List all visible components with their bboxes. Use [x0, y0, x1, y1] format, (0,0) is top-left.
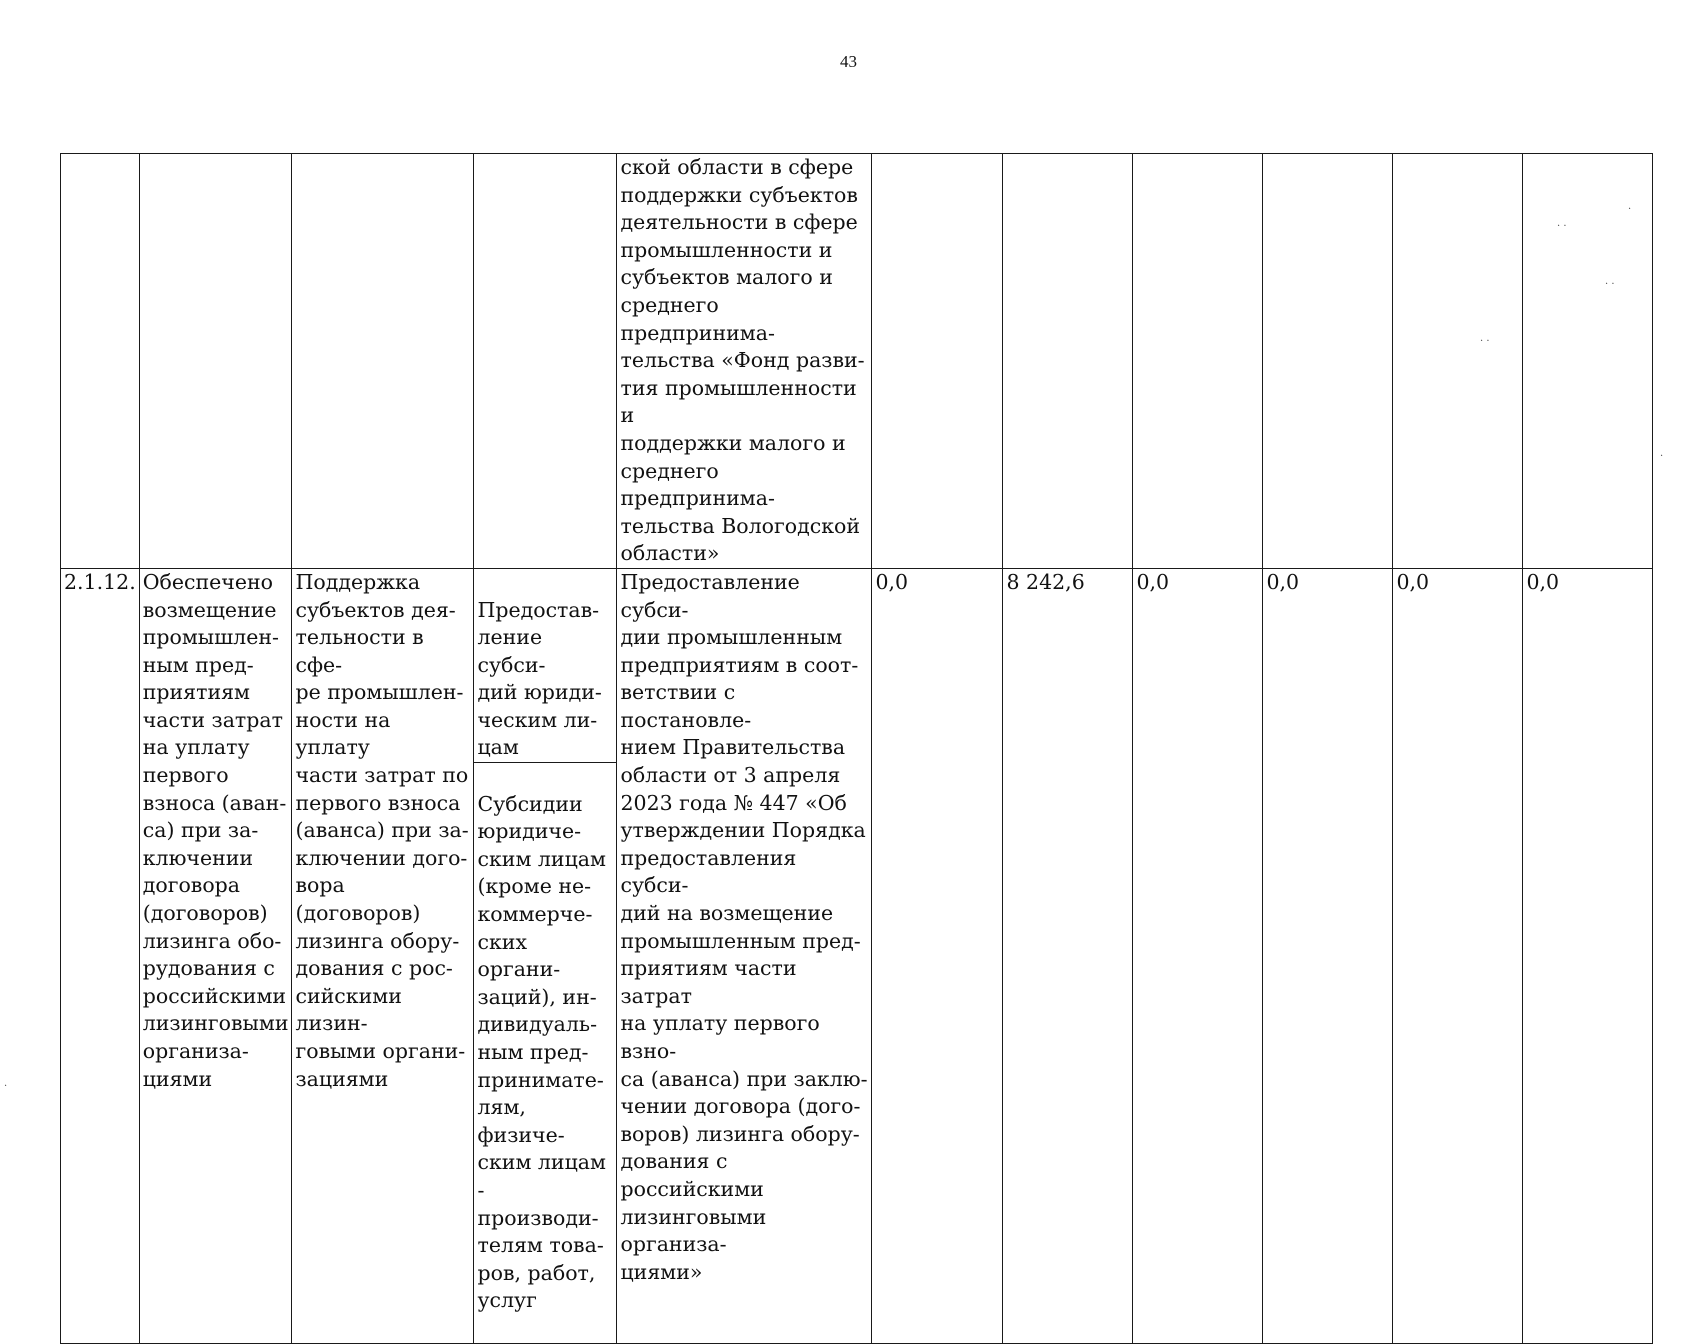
scan-speck: · ·: [1605, 279, 1615, 290]
cell-value-1: 0,0: [872, 568, 1003, 1343]
cell-value-empty: [1393, 154, 1523, 569]
cell-measure-empty: [292, 154, 474, 569]
cell-description: Предоставление субси- дии промышленным предприятиям в соот- ветствии с постановле- нием Правительства области от 3 апреля 2023 года № 447 «Об утверждении Порядка предоставления субси- дий на возмещение промышленным пред- приятиям части затрат на уплату первого взно- са (аванса) при заклю- чении договора (дого- воров) лизинга обору- дования с российскими лизинговыми организа- циями»: [617, 568, 872, 1343]
cell-value-empty: [1263, 154, 1393, 569]
cell-type-2: Субсидии юридиче- ским лицам (кроме не- коммерче- ских органи- заций), ин- дивидуаль- ным пред- принимате- лям, физиче- ским лицам - производи- телям това- ров, работ, услуг: [477, 791, 606, 1313]
cell-type-empty: [474, 154, 617, 569]
scan-speck: · ·: [1480, 336, 1490, 347]
cell-result-empty: [139, 154, 292, 569]
scan-speck: · ·: [1557, 221, 1567, 232]
table-row-continued: [61, 154, 1653, 569]
cell-value-6: 0,0: [1523, 568, 1653, 1343]
program-table: [60, 153, 1653, 1344]
cell-value-empty: [1133, 154, 1263, 569]
cell-result: Обеспечено возмещение промышлен- ным пред- приятиям части затрат на уплату первого взноса (аван- са) при за- ключении договора (договоров) лизинга обо- рудования с российскими лизинговыми организа- циями: [139, 568, 292, 1343]
cell-measure: Поддержка субъектов дея- тельности в сфе- ре промышлен- ности на уплату части затрат по первого взноса (аванса) при за- ключении дого- вора (договоров) лизинга обору- дования с рос- сийскими лизин- говыми органи- зациями: [292, 568, 474, 1343]
cell-value-empty: [1003, 154, 1133, 569]
cell-value-empty: [872, 154, 1003, 569]
cell-value-2: 8 242,6: [1003, 568, 1133, 1343]
cell-value-empty: [1523, 154, 1653, 569]
scan-speck: ·: [1628, 204, 1632, 215]
cell-row-number: 2.1.12.: [61, 568, 140, 1343]
scan-speck: ·: [4, 1081, 8, 1092]
page-number: 43: [840, 52, 857, 71]
scan-speck: ·: [1660, 451, 1664, 462]
cell-number-empty: [61, 154, 140, 569]
table-row-2-1-12: [61, 568, 1653, 1343]
cell-value-3: 0,0: [1133, 568, 1263, 1343]
cell-value-5: 0,0: [1393, 568, 1523, 1343]
cell-value-4: 0,0: [1263, 568, 1393, 1343]
cell-description-continued: ской области в сфере поддержки субъектов деятельности в сфере промышленности и субъектов малого и среднего предпринима- тельства «Фонд разви- тия промышленности и поддержки малого и среднего предпринима- тельства Вологодской области»: [617, 154, 872, 569]
cell-type-1: Предостав- ление субси- дий юриди- ческим ли- цам: [474, 597, 616, 764]
cell-type: [474, 568, 617, 1343]
